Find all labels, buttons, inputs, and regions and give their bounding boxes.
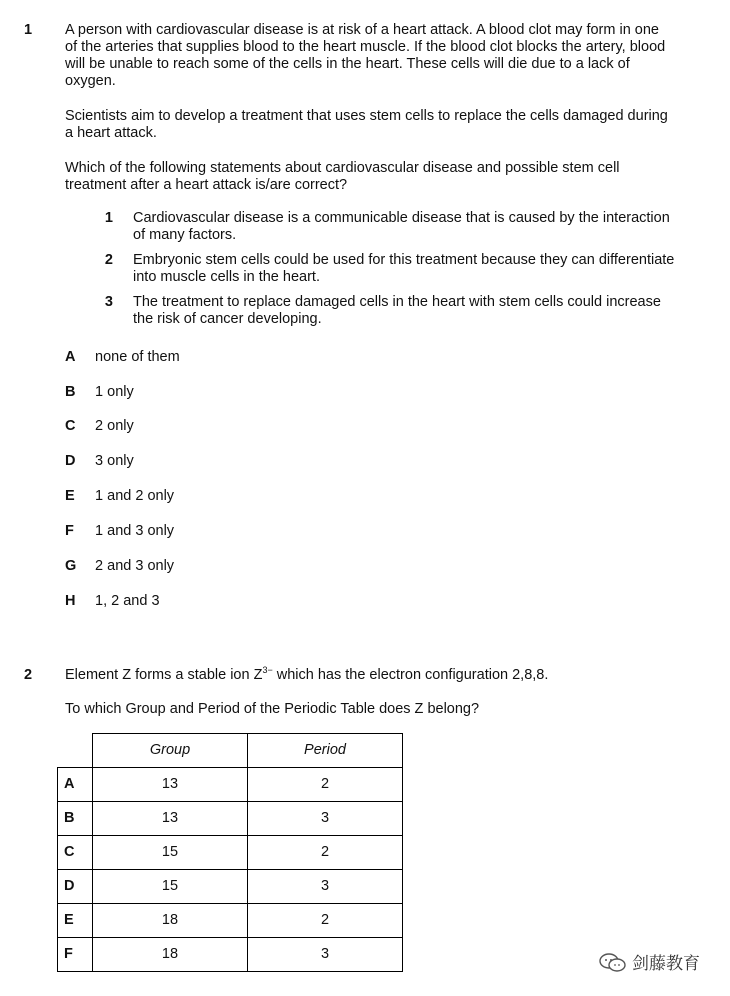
text-line: into muscle cells in the heart.	[133, 269, 320, 285]
question-2-prompt: To which Group and Period of the Periodic Table does Z belong?	[65, 701, 480, 717]
text-line: of the arteries that supplies blood to the heart muscle. If the blood clot blocks the artery, blood	[65, 39, 666, 55]
option-letter: E	[65, 488, 75, 504]
question-2-number: 2	[24, 667, 33, 683]
ion-charge: 3−	[262, 665, 273, 676]
option-letter: C	[65, 418, 76, 434]
table-row[interactable]	[58, 869, 403, 903]
option-e[interactable]	[65, 488, 174, 505]
option-letter: F	[65, 523, 74, 539]
text-line: Scientists aim to develop a treatment that uses stem cells to replace the cells damaged during	[65, 108, 668, 124]
statement-2-number: 2	[104, 252, 113, 268]
text-line: A person with cardiovascular disease is at risk of a heart attack. A blood clot may form in one	[65, 22, 659, 38]
question-1-intro	[65, 22, 705, 90]
row-letter: C	[58, 835, 93, 869]
table-row[interactable]	[58, 835, 403, 869]
option-text: 1 only	[95, 384, 134, 400]
question-2-stem	[65, 667, 705, 684]
wechat-icon	[598, 952, 628, 974]
option-text: 2 and 3 only	[95, 558, 175, 574]
option-f[interactable]	[65, 523, 174, 540]
row-letter: F	[58, 937, 93, 971]
period-value: 3	[248, 937, 403, 971]
stem-text: Element Z forms a stable ion Z	[65, 667, 263, 683]
period-value: 3	[248, 801, 403, 835]
table-row[interactable]	[58, 937, 403, 971]
text-line: will be unable to reach some of the cells in the heart. These cells will die due to a lack of	[65, 56, 630, 72]
text-line: Cardiovascular disease is a communicable disease that is caused by the interaction	[133, 210, 670, 226]
option-letter: G	[65, 558, 77, 574]
text-line: Embryonic stem cells could be used for this treatment because they can differentiate	[133, 252, 675, 268]
row-letter: E	[58, 903, 93, 937]
statement-2-text	[133, 252, 713, 286]
group-value: 13	[93, 801, 248, 835]
stem-text: which has the electron configuration 2,8,8.	[272, 667, 549, 683]
question-1-prompt	[65, 160, 705, 194]
statement-1-number: 1	[104, 210, 113, 226]
watermark-text: 剑藤教育	[632, 953, 700, 973]
question-1-aim	[65, 108, 705, 142]
option-text: 1 and 3 only	[95, 523, 175, 539]
option-b[interactable]	[65, 384, 134, 401]
option-text: 3 only	[95, 453, 134, 469]
option-text: 1 and 2 only	[95, 488, 175, 504]
option-d[interactable]	[65, 453, 134, 470]
text-line: the risk of cancer developing.	[133, 311, 322, 327]
table-row[interactable]	[58, 801, 403, 835]
group-value: 15	[93, 835, 248, 869]
text-line: The treatment to replace damaged cells in the heart with stem cells could increase	[133, 294, 661, 310]
header-group: Group	[93, 734, 248, 768]
header-period: Period	[248, 734, 403, 768]
statement-1-text	[133, 210, 713, 244]
option-text: none of them	[95, 349, 180, 365]
row-letter: A	[58, 767, 93, 801]
group-value: 15	[93, 869, 248, 903]
option-a[interactable]	[65, 349, 180, 366]
text-line: a heart attack.	[65, 125, 157, 141]
text-line: oxygen.	[65, 73, 116, 89]
text-line: of many factors.	[133, 227, 237, 243]
group-value: 18	[93, 903, 248, 937]
option-letter: B	[65, 384, 76, 400]
table-header-row	[58, 734, 403, 768]
watermark	[598, 952, 700, 974]
row-letter: B	[58, 801, 93, 835]
period-value: 3	[248, 869, 403, 903]
option-text: 1, 2 and 3	[95, 593, 160, 609]
table-corner	[58, 734, 93, 768]
row-letter: D	[58, 869, 93, 903]
period-value: 2	[248, 835, 403, 869]
table-row[interactable]	[58, 767, 403, 801]
group-value: 18	[93, 937, 248, 971]
group-value: 13	[93, 767, 248, 801]
option-letter: H	[65, 593, 76, 609]
table-row[interactable]	[58, 903, 403, 937]
option-letter: A	[65, 349, 76, 365]
answer-table	[57, 733, 403, 972]
option-c[interactable]	[65, 418, 134, 435]
option-g[interactable]	[65, 558, 174, 575]
period-value: 2	[248, 903, 403, 937]
text-line: treatment after a heart attack is/are correct?	[65, 177, 348, 193]
option-text: 2 only	[95, 418, 134, 434]
statement-3-text	[133, 294, 713, 328]
period-value: 2	[248, 767, 403, 801]
option-letter: D	[65, 453, 76, 469]
option-h[interactable]	[65, 593, 160, 610]
text-line: Which of the following statements about cardiovascular disease and possible stem cell	[65, 160, 620, 176]
statement-3-number: 3	[104, 294, 113, 310]
question-1-number: 1	[24, 22, 33, 38]
